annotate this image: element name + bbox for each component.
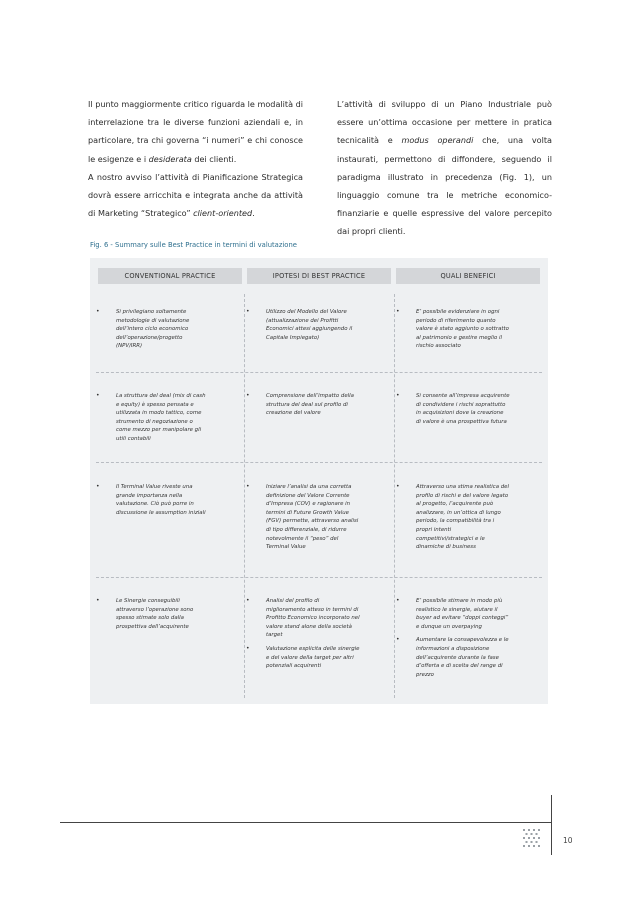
bullet-text: Comprensione dell’impatto della struttura del deal sul profilo di creazione del valore	[266, 393, 354, 417]
table-cell	[396, 597, 510, 684]
table-cell	[396, 308, 510, 356]
bullet-item	[396, 597, 510, 631]
header-best-practice: IPOTESI DI BEST PRACTICE	[247, 268, 391, 284]
left-text-column	[88, 95, 303, 222]
bullet-item	[246, 308, 360, 342]
left-paragraph-1	[88, 95, 303, 168]
bullet-item	[246, 483, 360, 552]
row-divider	[96, 577, 542, 578]
bullet-text: Si privilegiano soltamente metodologie di valutazione dell’intero ciclo economico dell’operazione/progetto (NPV/IRR)	[116, 309, 190, 350]
bullet-item	[396, 392, 510, 426]
text-run: Il punto maggiormente critico riguarda le modalità di interrelazione tra le diverse funzioni aziendali e, in particolare, tra chi governa “i numeri” e chi conosce le esigenze e i	[88, 99, 303, 164]
bullet-text: Iniziare l’analisi da una corretta definizione del Valore Corrente d’Impresa (COV) e ragionare in termini di Future Growth Value (FGV) permette, attraverso analisi di tipo differenziale, di ridurre notevolmente il “peso” del Terminal Value	[266, 484, 359, 551]
bullet-icon: •	[96, 392, 100, 399]
right-text-column	[337, 95, 552, 241]
bullet-text: Utilizzo del Modello del Valore (attualizzazione dei Profitti Economici attesi aggiungendo il Capitale Impiegato)	[266, 309, 353, 341]
text-run: che, una volta instaurati, permettono di diffondere, seguendo il paradigma illustrato in precedenza (Fig. 1), un linguaggio comune tra le metriche economico-finanziarie e quelle espressive del valore percepito dai propri clienti.	[337, 135, 552, 237]
bullet-icon: •	[396, 597, 400, 604]
italic-run: modus operandi	[401, 135, 474, 146]
bullet-text: Il Terminal Value riveste una grande importanza nella valutazione. Ciò può porre in discussione le assumption iniziali	[116, 484, 206, 516]
bullet-text: Attraverso una stima realistica del profilo di rischi e del valore legato al progetto, l’acquirente può analizzare, in un’ottica di lungo periodo, la compatibilità tra i propri intenti competitivi/strategici e le dinamiche di business	[416, 484, 509, 551]
footer-side-rule	[551, 795, 552, 855]
bullet-text: Le Sinergie conseguibili attraverso l’operazione sono spesso stimate solo dalla prospettiva dell’acquirente	[116, 598, 194, 630]
text-run: A nostro avviso l’attività di Pianificazione Strategica dovrà essere arricchita e integrata anche da attività di Marketing “Strategico”	[88, 171, 303, 219]
right-paragraph-1	[337, 95, 552, 241]
best-practice-table	[90, 258, 548, 704]
bullet-item	[96, 392, 208, 444]
bullet-icon: •	[246, 644, 250, 652]
bullet-item	[246, 392, 360, 418]
bullet-icon: •	[246, 597, 250, 604]
table-cell	[246, 308, 360, 347]
bullet-icon: •	[246, 308, 250, 315]
bullet-item	[246, 597, 360, 640]
bullet-item	[96, 483, 208, 517]
bullet-item	[246, 645, 360, 671]
footer-rule	[60, 822, 552, 823]
bullet-text: Aumentare la consapevolezza e le informazioni a disposizione dell’acquirente durante la fase d’offerta e di scelta del range di prezzo	[416, 637, 509, 678]
bullet-item	[96, 597, 208, 631]
bullet-icon: •	[246, 483, 250, 490]
bullet-icon: •	[246, 392, 250, 399]
table-cell	[246, 392, 360, 423]
page-number: 10	[563, 836, 573, 845]
table-cell	[396, 483, 510, 557]
bullet-icon: •	[396, 392, 400, 399]
bullet-text: E’ possibile stimare in modo più realistico le sinergie, aiutare il buyer ad evitare “doppi conteggi” e dunque un overpaying	[416, 598, 509, 630]
bullet-icon: •	[96, 483, 100, 490]
header-conventional-practice: CONVENTIONAL PRACTICE	[98, 268, 242, 284]
italic-run: desiderata	[148, 153, 192, 164]
publisher-logo-icon	[523, 829, 541, 849]
bullet-text: Si consente all’impresa acquirente di condividere i rischi soprattutto in acquisizioni dove la creazione di valore è una prospettiva futura	[416, 393, 510, 425]
bullet-icon: •	[96, 308, 100, 315]
table-cell	[96, 597, 208, 636]
column-divider	[394, 294, 395, 698]
figure-caption: Fig. 6 - Summary sulle Best Practice in termini di valutazione	[90, 241, 297, 249]
table-cell	[96, 308, 208, 356]
bullet-item	[396, 308, 510, 351]
column-divider	[244, 294, 245, 698]
bullet-text: E’ possibile evidenziare in ogni periodo di riferimento quanto valore è stato aggiunto o sottratto al patrimonio e gestire meglio il rischio associato	[416, 309, 509, 350]
row-divider	[96, 372, 542, 373]
table-cell	[396, 392, 510, 431]
bullet-icon: •	[396, 308, 400, 315]
bullet-text: La struttura del deal (mix di cash e equity) è spesso pensata e utilizzata in modo tattico, come strumento di negoziazione o come mezzo per manipolare gli utili contabili	[116, 393, 206, 442]
italic-run: client-oriented	[193, 208, 253, 219]
bullet-icon: •	[96, 597, 100, 604]
text-run: .	[252, 208, 255, 219]
table-cell	[246, 597, 360, 676]
left-paragraph-2	[88, 168, 303, 223]
text-run: dei clienti.	[191, 153, 237, 164]
bullet-text: Valutazione esplicita delle sinergie e del valore della target per altri potenziali acquirenti	[266, 645, 360, 670]
bullet-item	[396, 483, 510, 552]
table-cell	[246, 483, 360, 557]
bullet-text: Analisi del profilo di miglioramento atteso in termini di Profitto Economico incorporato nel valore stand alone della società target	[266, 598, 360, 639]
bullet-item	[96, 308, 208, 351]
bullet-icon: •	[396, 483, 400, 490]
table-cell	[96, 392, 208, 449]
text-run: L’attività di sviluppo di un Piano Industriale può essere un’ottima occasione per mettere in pratica tecnicalità e	[337, 99, 552, 146]
header-benefits: QUALI BENEFICI	[396, 268, 540, 284]
bullet-icon: •	[396, 636, 400, 644]
table-cell	[96, 483, 208, 522]
row-divider	[96, 462, 542, 463]
table-header	[90, 268, 548, 284]
bullet-item	[396, 636, 510, 679]
